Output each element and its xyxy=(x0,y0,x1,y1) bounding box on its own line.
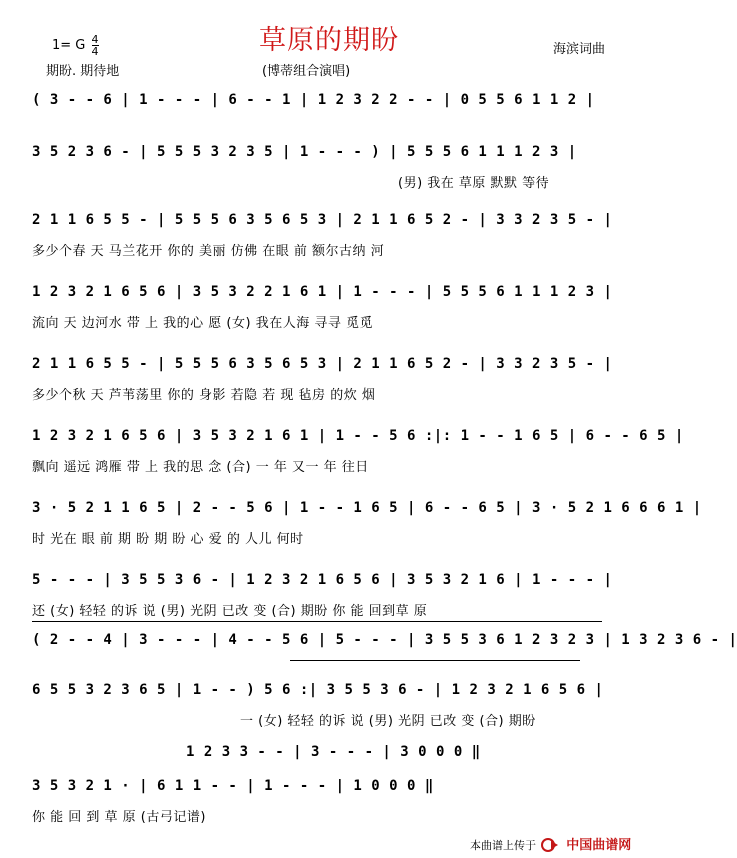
score-line-11: 1 2 3 3 - - | 3 - - - | 3 0 0 0 ‖ xyxy=(186,744,481,760)
score-line-4: 1 2 3 2 1 6 5 6 | 3 5 3 2 2 1 6 1 | 1 - - - | 5 5 5 6 1 1 1 2 3 | xyxy=(32,284,613,300)
score-line-8: 5 - - - | 3 5 5 3 6 - | 1 2 3 2 1 6 5 6 | 3 5 3 2 1 6 | 1 - - - | xyxy=(32,572,613,588)
score-line-6: 1 2 3 2 1 6 5 6 | 3 5 3 2 1 6 1 | 1 - - 5 6 :|: 1 - - 1 6 5 | 6 - - 6 5 | xyxy=(32,428,684,444)
performer: (博蒂组合演唱) xyxy=(262,64,351,79)
lyric-line-6: 飘向 遥远 鸿雁 带 上 我的思 念 (合) 一 年 又一 年 往日 xyxy=(32,460,369,475)
footer xyxy=(470,834,631,853)
credits: 海滨词曲 xyxy=(553,42,606,57)
lyric-line-12: 你 能 回 到 草 原 (古弓记谱) xyxy=(32,810,206,825)
lyric-line-8: 还 (女) 轻轻 的诉 说 (男) 光阴 已改 变 (合) 期盼 你 能 回到草 原 xyxy=(32,604,428,619)
time-bottom: 4 xyxy=(91,45,99,58)
score-line-3: 2 1 1 6 5 5 - | 5 5 5 6 3 5 6 5 3 | 2 1 1 6 5 2 - | 3 3 2 3 5 - | xyxy=(32,212,613,228)
lyric-line-2: (男) 我在 草原 默默 等待 xyxy=(398,176,550,191)
score-line-2: 3 5 2 3 6 - | 5 5 5 3 2 3 5 | 1 - - - ) | 5 5 5 6 1 1 1 2 3 | xyxy=(32,144,577,160)
key-signature xyxy=(52,34,99,57)
tempo-marking: 期盼. 期待地 xyxy=(46,64,120,79)
upload-text: 本曲谱上传于 xyxy=(470,839,536,852)
score-line-12: 3 5 3 2 1 · | 6 1 1 - - | 1 - - - | 1 0 0 0 ‖ xyxy=(32,778,434,794)
site-logo-icon xyxy=(541,838,559,852)
lyric-line-5: 多少个秋 天 芦苇荡里 你的 身影 若隐 若 现 毡房 的炊 烟 xyxy=(32,388,376,403)
lyric-line-10: 一 (女) 轻轻 的诉 说 (男) 光阴 已改 变 (合) 期盼 xyxy=(240,714,536,729)
score-line-7: 3 · 5 2 1 1 6 5 | 2 - - 5 6 | 1 - - 1 6 5 | 6 - - 6 5 | 3 · 5 2 1 6 6 6 1 | xyxy=(32,500,702,516)
lyric-line-4: 流向 天 边河水 带 上 我的心 愿 (女) 我在人海 寻寻 觅觅 xyxy=(32,316,373,331)
key-label: 1= G xyxy=(52,38,86,53)
time-top: 4 xyxy=(91,33,99,46)
volta-rule-2 xyxy=(290,660,580,661)
volta-rule-1 xyxy=(32,621,602,622)
score-line-1: ( 3 - - 6 | 1 - - - | 6 - - 1 | 1 2 3 2 2 - - | 0 5 5 6 1 1 2 | xyxy=(32,92,595,108)
brand-name[interactable]: 中国曲谱网 xyxy=(566,838,632,853)
score-line-10: 6 5 5 3 2 3 6 5 | 1 - - ) 5 6 :| 3 5 5 3 6 - | 1 2 3 2 1 6 5 6 | xyxy=(32,682,604,698)
time-signature xyxy=(92,34,99,57)
score-line-5: 2 1 1 6 5 5 - | 5 5 5 6 3 5 6 5 3 | 2 1 1 6 5 2 - | 3 3 2 3 5 - | xyxy=(32,356,613,372)
song-title: 草原的期盼 xyxy=(259,25,399,56)
score-line-9: ( 2 - - 4 | 3 - - - | 4 - - 5 6 | 5 - - - | 3 5 5 3 6 1 2 3 2 3 | 1 3 2 3 6 - | xyxy=(32,632,737,648)
lyric-line-3: 多少个春 天 马兰花开 你的 美丽 仿佛 在眼 前 额尔古纳 河 xyxy=(32,244,385,259)
lyric-line-7: 时 光在 眼 前 期 盼 期 盼 心 爱 的 人儿 何时 xyxy=(32,532,304,547)
